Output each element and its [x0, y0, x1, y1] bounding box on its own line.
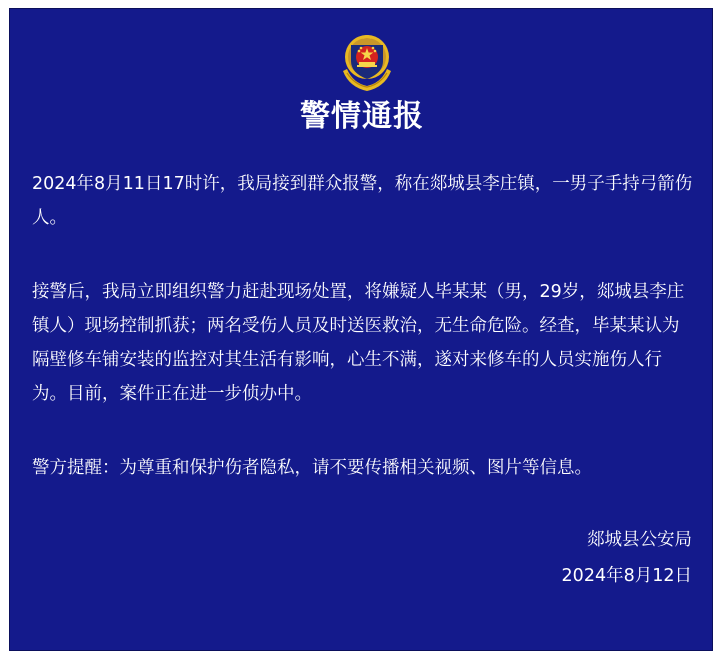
notice-paragraph-reminder: 警方提醒：为尊重和保护伤者隐私，请不要传播相关视频、图片等信息。 — [32, 458, 592, 478]
police-emblem-icon — [337, 29, 397, 93]
notice-title: 警情通报 — [300, 99, 424, 134]
issue-date: 2024年8月12日 — [561, 566, 692, 586]
notice-paragraph-incident: 2024年8月11日17时许，我局接到群众报警，称在郯城县李庄镇，一男子手持弓箭伤人。 — [32, 174, 693, 228]
issuer-name: 郯城县公安局 — [587, 530, 692, 550]
notice-paragraph-investigation: 接警后，我局立即组织警力赶赴现场处置，将嫌疑人毕某某（男，29岁，郯城县李庄镇人）现场控制抓获；两名受伤人员及时送医救治，无生命危险。经查，毕某某认为隔壁修车铺安装的监控对其生活有影响，心生不满，遂对来修车的人员实施伤人行为。目前，案件正在进一步侦办中。 — [32, 282, 685, 404]
police-notice-panel — [9, 8, 713, 651]
